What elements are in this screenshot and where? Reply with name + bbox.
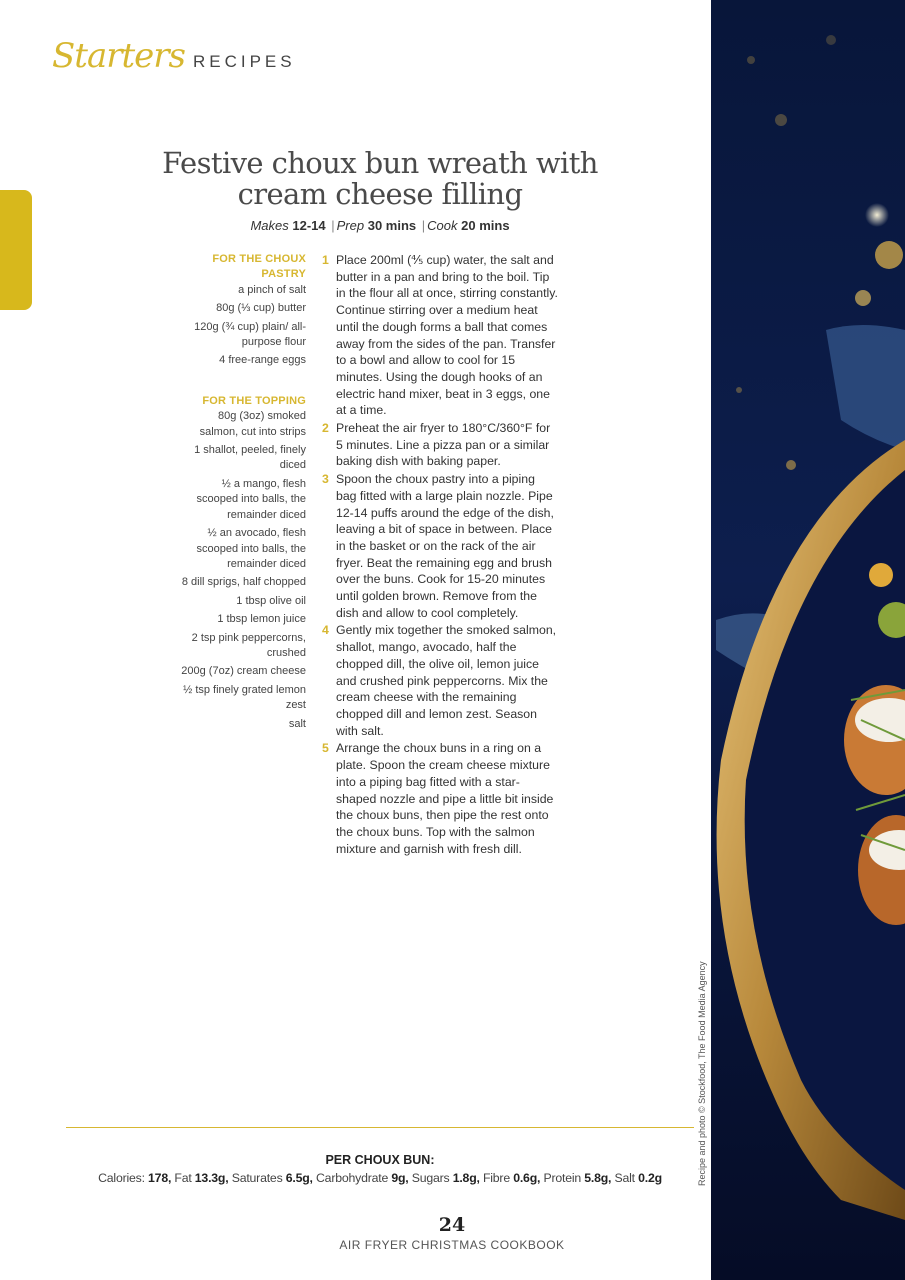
method-step: [322, 471, 558, 621]
ingredient-item: a pinch of salt: [238, 283, 306, 296]
step-text: Place 200ml (⅘ cup) water, the salt and butter in a pan and bring to the boil. Tip in the flour all at once, stirring constantly. Continue stirring over a medium heat until the dough forms a ball that comes away from the sides of the pan. Transfer to a bowl and allow to cool for 15 minutes. Using the dough hooks of an electric hand mixer, beat in 3 eggs, one at a time.: [336, 253, 558, 418]
ingredient-item: 80g (⅓ cup) butter: [216, 302, 306, 315]
protein-label: Protein: [543, 1171, 582, 1185]
ingredient-item: 200g (7oz) cream cheese: [181, 665, 306, 678]
carbohydrate-label: Carbohydrate: [316, 1171, 389, 1185]
recipe-meta: [160, 218, 600, 233]
meta-separator: |: [331, 218, 335, 233]
step-number: 3: [322, 472, 329, 487]
step-number: 2: [322, 421, 329, 436]
recipe-title-line-1: Festive choux bun wreath with: [162, 146, 598, 180]
makes-value: 12-14: [292, 218, 326, 233]
sugars-label: Sugars: [411, 1171, 450, 1185]
step-text: Arrange the choux buns in a ring on a plate. Spoon the cream cheese mixture into a piping bag fitted with a star-shaped nozzle and pipe a little bit inside the choux buns, then pipe the rest onto the choux buns. Top with the salmon mixture and garnish with fresh dill.: [336, 741, 554, 856]
ingredient-item: ½ an avocado, flesh scooped into balls, the remainder diced: [196, 527, 306, 570]
nutrition-values: [60, 1171, 700, 1185]
section-header: [52, 36, 296, 76]
ingredient-item: 1 shallot, peeled, finely diced: [194, 444, 306, 472]
makes-label: Makes: [250, 218, 289, 233]
photo-credit: Recipe and photo © Stockfood, The Food Media Agency: [697, 961, 707, 1186]
step-number: 1: [322, 253, 329, 267]
page-number: 24: [438, 1214, 466, 1236]
method-step: [322, 622, 558, 739]
step-number: 4: [322, 623, 329, 638]
ingredient-item: 1 tbsp olive oil: [236, 594, 306, 607]
calories-value: 178,: [148, 1171, 172, 1185]
fat-label: Fat: [174, 1171, 192, 1185]
section-script-label: Starters: [52, 36, 185, 76]
ingredient-item: 8 dill sprigs, half chopped: [181, 576, 306, 589]
recipe-title-line-2: cream cheese filling: [237, 177, 523, 211]
step-number: 5: [322, 741, 329, 756]
section-caps-label: RECIPES: [192, 52, 296, 71]
step-text: Gently mix together the smoked salmon, shallot, mango, avocado, half the chopped dill, the olive oil, lemon juice and crushed pink peppercorns. Mix the cream cheese with the remaining chopped dill and lemon zest. Season with salt.: [336, 623, 557, 738]
meta-separator: |: [421, 218, 426, 233]
fat-value: 13.3g,: [194, 1171, 229, 1185]
method-step: [322, 252, 558, 419]
prep-label: Prep: [336, 218, 365, 233]
fibre-label: Fibre: [482, 1171, 510, 1185]
cook-value: 20 mins: [461, 218, 510, 233]
step-text: Preheat the air fryer to 180°C/360°F for 5 minutes. Line a pizza pan or a similar baking dish with baking paper.: [336, 421, 551, 469]
recipe-photo: [711, 0, 905, 1280]
ingredient-item: 4 free-range eggs: [219, 354, 306, 367]
fibre-value: 0.6g,: [513, 1171, 541, 1185]
method-step: [322, 740, 558, 857]
salt-value: 0.2g: [638, 1171, 662, 1185]
ingredient-item: 80g (3oz) smoked salmon, cut into strips: [199, 410, 306, 438]
ingredients-list: [180, 252, 306, 735]
carbohydrate-value: 9g,: [391, 1171, 409, 1185]
section-tab-marker: [0, 190, 32, 310]
cook-label: Cook: [427, 218, 458, 233]
food-photo-illustration: [711, 0, 905, 1280]
prep-value: 30 mins: [367, 218, 417, 233]
recipe-title: [160, 148, 600, 210]
choux-pastry-heading: FOR THE CHOUX PASTRY: [212, 253, 306, 281]
step-text: Spoon the choux pastry into a piping bag fitted with a large plain nozzle. Pipe 12-14 puffs around the edge of the dish, leaving a bit of space in between. Place in the basket or on the rack of the air fryer. Beat the remaining egg and brush over the buns. Cook for 15-20 minutes until golden brown. Remove from the dish and allow to cool completely.: [336, 472, 554, 620]
topping-heading: FOR THE TOPPING: [202, 394, 306, 407]
ingredient-item: ½ a mango, flesh scooped into balls, the remainder diced: [196, 477, 306, 521]
nutrition-divider: [66, 1127, 694, 1128]
ingredient-item: 120g (¾ cup) plain/ all-purpose flour: [194, 320, 306, 349]
ingredient-item: 2 tsp pink peppercorns, crushed: [191, 631, 306, 659]
nutrition-heading: PER CHOUX BUN:: [325, 1153, 435, 1167]
salt-label: Salt: [614, 1171, 635, 1185]
saturates-value: 6.5g,: [285, 1171, 313, 1185]
sugars-value: 1.8g,: [452, 1171, 480, 1185]
method-steps: [322, 252, 558, 858]
protein-value: 5.8g,: [584, 1171, 612, 1185]
ingredient-item: salt: [288, 717, 306, 730]
ingredient-item: 1 tbsp lemon juice: [217, 613, 306, 626]
method-step: [322, 420, 558, 470]
saturates-label: Saturates: [231, 1171, 283, 1185]
calories-label: Calories:: [98, 1171, 145, 1185]
book-title: AIR FRYER CHRISTMAS COOKBOOK: [339, 1238, 565, 1252]
ingredient-item: ½ tsp finely grated lemon zest: [183, 683, 306, 712]
